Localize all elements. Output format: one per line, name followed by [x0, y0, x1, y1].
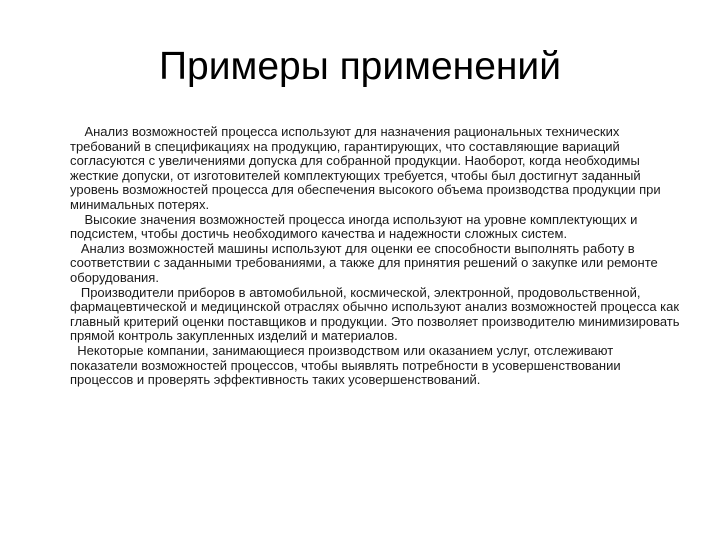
- paragraph-2: Высокие значения возможностей процесса иногда используют на уровне комплектующих и подсистем, чтобы достичь необходимого качества и надежности сложных систем.: [70, 211, 641, 242]
- paragraph-3: Анализ возможностей машины используют для оценки ее способности выполнять работу в соответствии с заданными требованиями, а также для принятия решений о закупке или ремонте оборудования.: [70, 240, 662, 285]
- slide-body: [70, 125, 682, 388]
- paragraph-5: Некоторые компании, занимающиеся производством или оказанием услуг, отслеживают показатели возможностей процессов, чтобы выявлять потребности в усовершенствовании процессов и проверять эффективность таких усовершенствований.: [70, 342, 625, 388]
- slide-title: Примеры применений: [159, 45, 561, 88]
- paragraph-4: Производители приборов в автомобильной, космической, электронной, продовольственной, фармацевтической и медицинской отраслях обычно используют анализ возможностей процесса как главный критерий оценки поставщиков и продукции. Это позволяет производителю минимизировать прямой контроль закупленных изделий и материалов.: [70, 284, 684, 344]
- paragraph-1: Анализ возможностей процесса используют для назначения рациональных технических требований в спецификациях на продукцию, гарантирующих, что составляющие вариаций согласуются с увеличениями допуска для собранной продукции. Наоборот, когда необходимы жесткие допуски, от изготовителей комплектующих требуется, чтобы был достигнут заданный уровень возможностей процесса для обеспечения высокого объема производства продукции при минимальных потерях.: [70, 124, 665, 212]
